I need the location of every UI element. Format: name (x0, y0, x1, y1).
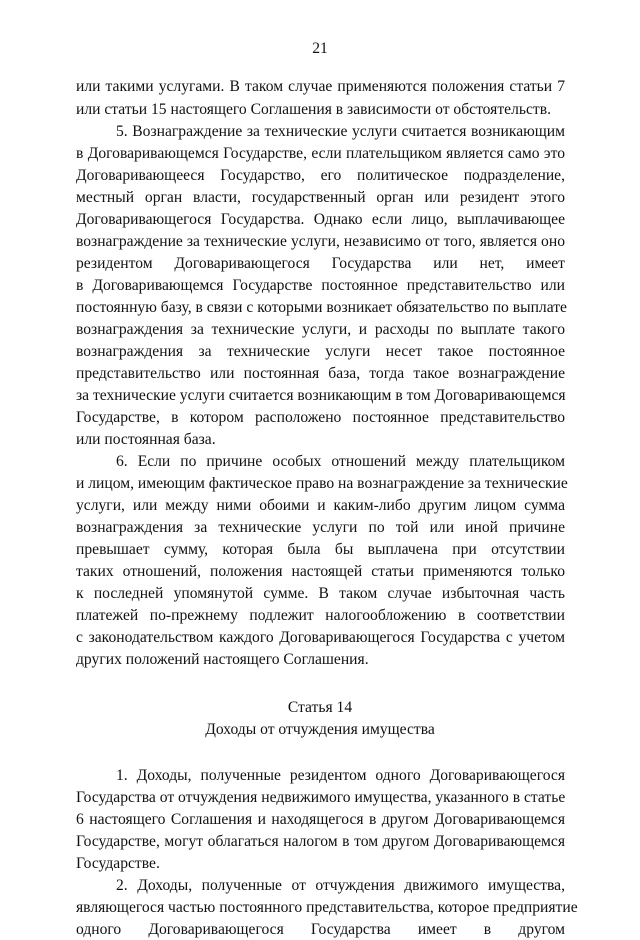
text-line: к последней упомянутой сумме. В таком случае избыточная часть (76, 585, 565, 602)
text-line: других положений настоящего Соглашения. (76, 651, 369, 668)
text-line: являющегося частью постоянного представительства, которое предприятие (76, 899, 578, 916)
text-line: в Договаривающемся Государстве постоянное представительство или (76, 277, 565, 294)
text-line: постоянную базу, в связи с которыми возникает обязательство по выплате (76, 299, 567, 316)
text-line: таких отношений, положения настоящей статьи применяются только (76, 563, 565, 580)
article-title: Доходы от отчуждения имущества (205, 721, 435, 738)
text-line: 6 настоящего Соглашения и находящегося в другом Договаривающемся (76, 811, 565, 828)
text-line: Государстве, в котором расположено постоянное представительство (76, 409, 565, 426)
text-line: с законодательством каждого Договаривающегося Государства с учетом (76, 629, 565, 646)
text-line: Договаривающегося Государства. Однако если лицо, выплачивающее (76, 211, 565, 228)
text-line: вознаграждения за технические услуги, и расходы по выплате такого (76, 321, 565, 338)
text-line: вознаграждения за технические услуги несет такое постоянное (76, 343, 565, 360)
paragraph-2-first-line: 2. Доходы, полученные от отчуждения движимого имущества, (116, 877, 565, 894)
text-line: Договаривающееся Государство, его политическое подразделение, (76, 167, 565, 184)
text-line: или статьи 15 настоящего Соглашения в зависимости от обстоятельств. (76, 101, 551, 118)
paragraph-1-first-line: 1. Доходы, полученные резидентом одного Договаривающегося (116, 767, 565, 784)
text-line: превышает сумму, которая была бы выплачена при отсутствии (76, 541, 565, 558)
text-line: вознаграждения за технические услуги по той или иной причине (76, 519, 565, 536)
text-line: услуги, или между ними обоими и каким-либо другим лицом сумма (76, 497, 565, 514)
text-line: в Договаривающемся Государстве, если плательщиком является само это (76, 145, 565, 162)
text-line: и лицом, имеющим фактическое право на вознаграждение за технические (76, 475, 568, 492)
text-line: платежей по-прежнему подлежит налогообложению в соответствии (76, 607, 565, 624)
text-line: Государства от отчуждения недвижимого имущества, указанного в статье (76, 789, 566, 806)
page-number: 21 (312, 40, 328, 57)
text-line: местный орган власти, государственный орган или резидент этого (76, 189, 565, 206)
text-line: или такими услугами. В таком случае применяются положения статьи 7 (76, 78, 565, 95)
text-line: одного Договаривающегося Государства имеет в другом (76, 921, 565, 938)
text-line: представительство или постоянная база, тогда такое вознаграждение (76, 365, 565, 382)
text-line: вознаграждение за технические услуги, независимо от того, является оно (76, 233, 565, 250)
paragraph-6-first-line: 6. Если по причине особых отношений между плательщиком (116, 453, 565, 470)
text-line: резидентом Договаривающегося Государства или нет, имеет (76, 255, 565, 272)
paragraph-5-first-line: 5. Вознаграждение за технические услуги считается возникающим (116, 123, 565, 140)
text-line: Государстве. (76, 855, 160, 872)
text-line: Государстве, могут облагаться налогом в том другом Договаривающемся (76, 833, 565, 850)
text-line: за технические услуги считается возникающим в том Договаривающемся (76, 387, 566, 404)
article-number: Статья 14 (287, 699, 353, 716)
text-line: или постоянная база. (76, 431, 216, 448)
